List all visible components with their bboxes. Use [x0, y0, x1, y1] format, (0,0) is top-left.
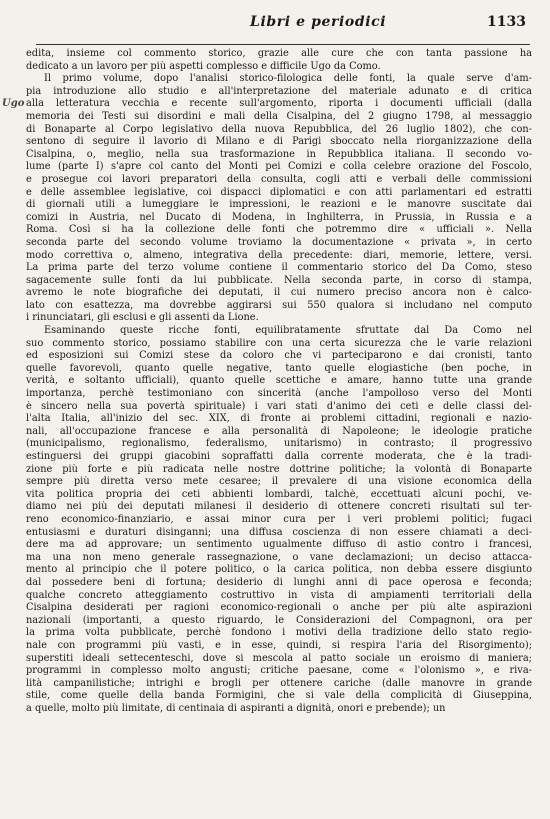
text-line: superstiti ideali settecenteschi, dove si mescola al patto sociale un eroismo di maniera; — [26, 652, 532, 664]
text-line: alla letteratura vecchia e recente sull'argomento, riporta i documenti ufficiali (dalla — [26, 98, 532, 110]
page-header — [0, 14, 550, 36]
text-line: sempre più diretta verso mete cesaree; il prevalere di una visione economica della — [26, 476, 532, 488]
text-line: (municipalismo, regionalismo, federalismo, unitarismo) in contrasto; il progressivo — [26, 438, 532, 450]
text-line: lume (parte I) s'apre col canto del Monti pei Comizi e colla celebre orazione del Foscolo, — [26, 161, 532, 173]
text-line: di Bonaparte al Corpo legislativo della nuova Repubblica, del 26 luglio 1802), che con- — [26, 123, 532, 135]
text-line: lato con esattezza, ma dovrebbe aggirarsi sui 550 qualora si includano nel computo — [26, 299, 532, 311]
text-line: nazionali (importanti, a questo riguardo, le Considerazioni del Compagnoni, ora per — [26, 614, 532, 626]
text-line: ma una non meno generale rassegnazione, o vane declamazioni; un deciso attacca- — [26, 551, 532, 563]
text-line: verità, e soltanto ufficiali), quanto quelle scettiche e amare, hanno tutte una grande — [26, 375, 532, 387]
text-line: comizi in Austria, nel Ducato di Modena, in Inghilterra, in Prussia, in Russia e a — [26, 211, 532, 223]
text-line: i rinunciatari, gli esclusi e gli assenti da Lione. — [26, 312, 259, 324]
text-line: lità campanilistiche; intrighi e brogli per ottenere cariche (dalle manovre in grande — [26, 677, 532, 689]
text-line: reno economico-finanziario, e assai minor cura per i veri problemi politici; fugaci — [26, 513, 532, 525]
text-line: avremo le note biografiche dei deputati, il cui numero preciso ancora non è calco- — [26, 287, 532, 299]
text-line: nali, all'occupazione francese e alla personalità di Napoleone; le ideologie pratiche — [26, 425, 532, 437]
text-line: ed esposizioni sui Comizi stese da coloro che vi parteciparono e dai cronisti, tanto — [26, 350, 532, 362]
text-line: e prosegue coi lavori preparatori della consulta, cogli atti e verbali delle commissioni — [26, 173, 532, 185]
text-line: Esaminando queste ricche fonti, equilibratamente sfruttate dal Da Como nel — [44, 325, 532, 337]
text-line: Il primo volume, dopo l'analisi storico-filologica delle fonti, la quale serve d'am- — [44, 73, 532, 85]
text-line: la prima volta pubblicate, perchè fondono i motivi della tradizione dello stato regio- — [26, 627, 532, 639]
text-line: sentono di seguire il lavorio di Milano e di Parigi sboccato nella riorganizzazione della — [26, 136, 532, 148]
text-line: l'alta Italia, all'inizio del sec. XIX, di fronte ai problemi cittadini, regionali e nazio- — [26, 413, 532, 425]
margin-annotation: Ugo — [2, 98, 25, 109]
text-line: seconda parte del secondo volume troviamo la documentazione « privata », in certo — [26, 236, 532, 248]
text-line: La prima parte del terzo volume contiene il commentario storico del Da Como, steso — [26, 262, 532, 274]
text-line: diamo nei più dei deputati milanesi il desiderio di ottenere concreti risultati sul ter- — [26, 501, 532, 513]
paragraph — [26, 48, 532, 73]
text-line: mento al principio che il potere politico, o la carica politica, non debba essere disgiunto — [26, 564, 532, 576]
text-line: entusiasmi e duraturi disinganni; una diffusa coscienza di non essere chiamati a deci- — [26, 526, 532, 538]
paragraph — [26, 73, 532, 325]
text-line: edita, insieme col commento storico, grazie alle cure che con tanta passione ha — [26, 48, 532, 59]
text-line: zione più forte e più radicata nelle nostre dottrine politiche; la volontà di Bonaparte — [26, 463, 532, 475]
text-line: programmi in complesso molto angusti; critiche paesane, come « l'olonismo », e riva- — [26, 665, 532, 677]
text-line: sagacemente sulle fonti da lui pubblicate. Nella seconda parte, in corso di stampa, — [26, 274, 532, 286]
article-body — [26, 48, 532, 715]
text-line: quelle favorevoli, quanto quelle negative, tanto quelle elogiastiche (ben poche, in — [26, 362, 532, 374]
text-line: pia introduzione allo studio e all'interpretazione del materiale adunato e di critica — [26, 85, 532, 97]
text-line: Cisalpina, o, meglio, nella sua trasformazione in Repubblica italiana. Il secondo vo- — [26, 148, 532, 160]
text-line: a quelle, molto più limitate, di centinaia di aspiranti a dignità, onori e prebende); un — [26, 702, 446, 714]
running-head: Libri e periodici — [250, 14, 387, 30]
text-line: dal possedere beni di fortuna; desiderio di lunghi anni di pace operosa e feconda; — [26, 576, 532, 588]
text-line: importanza, perchè testimoniano con sincerità (anche l'ampolloso verso del Monti — [26, 388, 532, 400]
text-line: Cisalpina desiderati per ragioni economico-regionali o anche per più alte aspirazioni — [26, 602, 532, 614]
paragraph — [26, 325, 532, 715]
text-line: è sincero nella sua povertà spirituale) i vari stati d'animo dei ceti e delle classi del- — [26, 400, 532, 412]
text-line: qualche concreto atteggiamento costruttivo in vista di ampiamenti territoriali della — [26, 589, 532, 601]
text-line: nale con programmi più vasti, e in esse, quindi, si respira l'aria del Risorgimento); — [26, 639, 532, 651]
text-line: vita politica propria dei ceti abbienti lombardi, talchè, eccettuati alcuni pochi, ve- — [26, 488, 532, 500]
text-line: dere ma ad approvare; un sentimento ugualmente diffuso di astio contro i francesi, — [26, 539, 532, 551]
text-line: Roma. Così si ha la collezione delle fonti che potremmo dire « ufficiali ». Nella — [26, 224, 532, 236]
text-line: dedicato a un lavoro per più aspetti complesso e difficile Ugo da Como. — [26, 60, 381, 72]
text-line: e delle assemblee legislative, coi dispacci diplomatici e con atti parlamentari ed estratti — [26, 186, 532, 198]
text-line: modo correttiva o, almeno, integrativa della precedente: diari, memorie, lettere, versi. — [26, 249, 532, 261]
text-line: estinguersi dei gruppi giacobini sopraffatti dalla corrente moderata, che è la tradi- — [26, 451, 532, 462]
page-number: 1133 — [487, 14, 526, 30]
text-line: di giornali utili a lumeggiare le impressioni, le reazioni e le manovre suscitate dai — [26, 199, 532, 211]
header-rule — [36, 44, 530, 45]
text-line: stile, come quelle della banda Formigini, che si vale della complicità di Giuseppina, — [26, 690, 532, 702]
text-line: memoria dei Testi sui disordini e mali della Cisalpina, del 2 giugno 1798, al messaggio — [26, 110, 532, 122]
text-line: suo commento storico, possiamo stabilire con una certa sicurezza che le varie relazioni — [26, 337, 532, 349]
